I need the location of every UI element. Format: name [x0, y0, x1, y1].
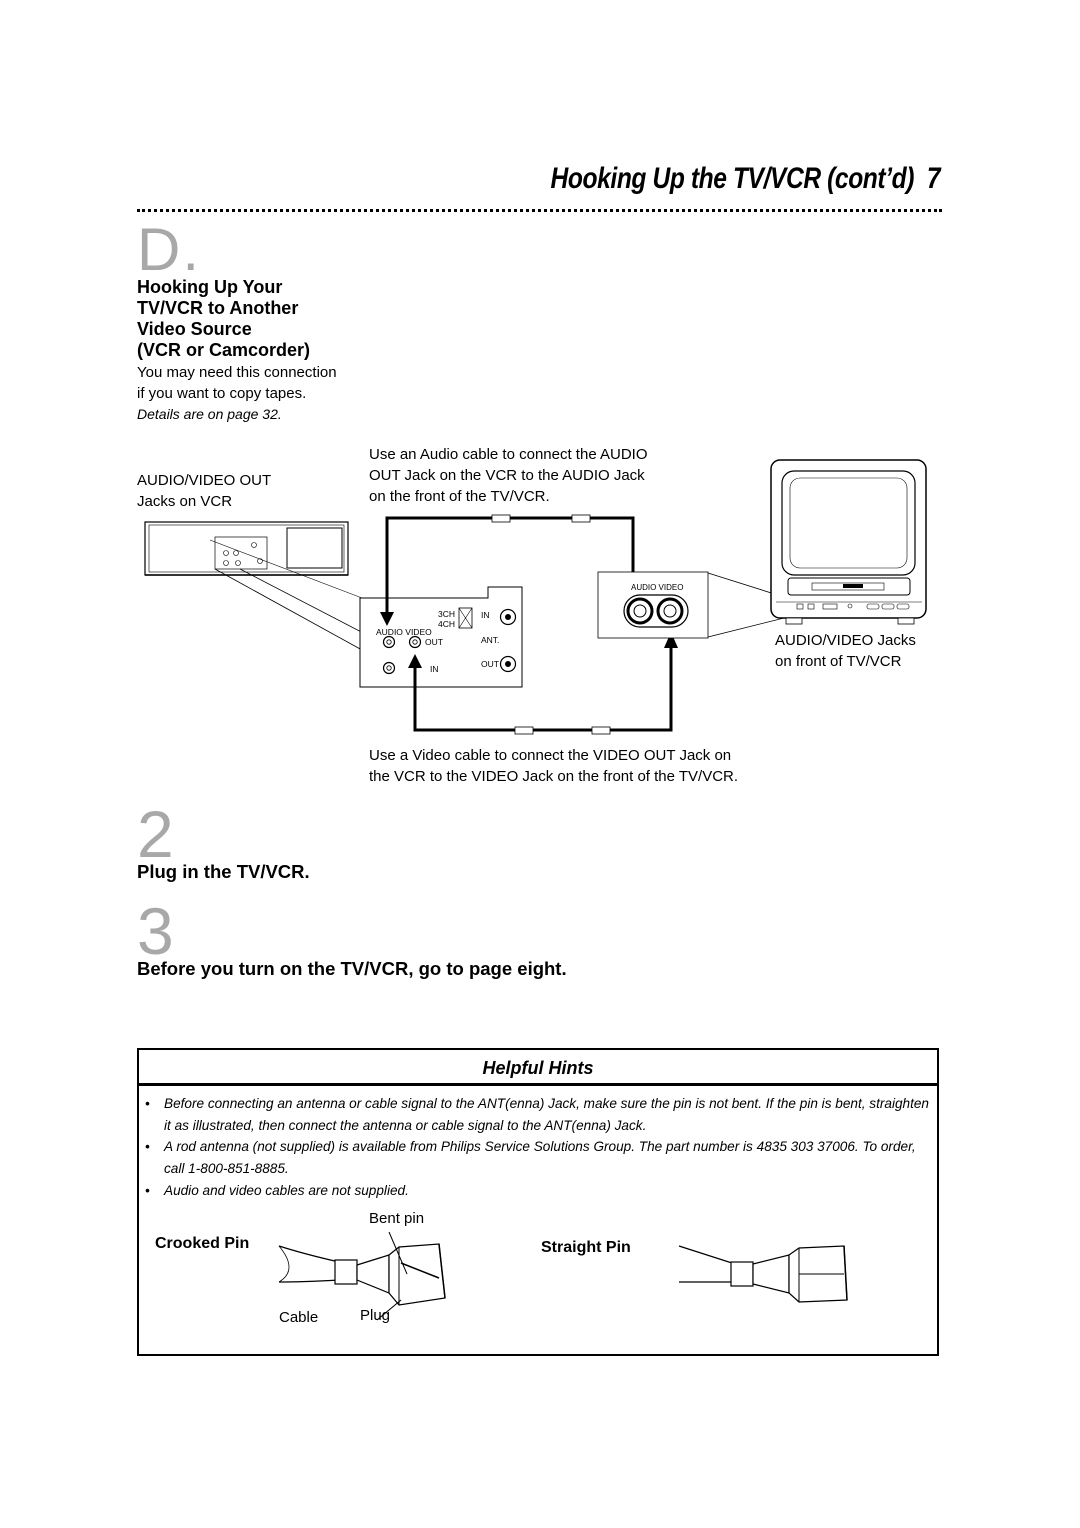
- straight-pin-illustration: [679, 1246, 847, 1302]
- step-text: Before you turn on the TV/VCR, go to page eight.: [137, 958, 567, 979]
- instruction-line: the VCR to the VIDEO Jack on the front of the TV/VCR.: [369, 768, 739, 785]
- tv-label-line: AUDIO/VIDEO Jacks: [775, 632, 916, 649]
- panel-ant-label: ANT.: [481, 635, 500, 645]
- panel-in-bottom-label: IN: [430, 664, 439, 674]
- vcr-rear-panel: [360, 587, 522, 687]
- vcr-label-line: AUDIO/VIDEO OUT: [137, 472, 272, 489]
- panel-in-top-label: IN: [481, 610, 490, 620]
- plug-label: Plug: [360, 1307, 391, 1324]
- hint-text: A rod antenna (not supplied) is available from Philips Service Solutions Group. The part number is 4835 303 37006. To order, call 1-800-851-8885.: [164, 1139, 916, 1176]
- intro-line: if you want to copy tapes.: [137, 385, 307, 402]
- panel-4ch-label: 4CH: [438, 619, 456, 629]
- helpful-hints-box: [137, 1048, 939, 1356]
- heading-line: TV/VCR to Another: [137, 298, 299, 318]
- crooked-pin-illustration: [279, 1232, 445, 1320]
- step-text: Plug in the TV/VCR.: [137, 861, 310, 882]
- page-number: 7: [926, 162, 940, 195]
- section-letter: D.: [137, 216, 201, 283]
- instruction-line: OUT Jack on the VCR to the AUDIO Jack: [369, 467, 645, 484]
- page-title-text: Hooking Up the TV/VCR (cont’d): [550, 162, 914, 195]
- tv-jack-labels: AUDIO VIDEO: [631, 583, 684, 592]
- heading-line: (VCR or Camcorder): [137, 340, 311, 360]
- instruction-line: Use a Video cable to connect the VIDEO OUT Jack on: [369, 747, 732, 764]
- tv-label-line: on front of TV/VCR: [775, 653, 902, 670]
- hint-text: Before connecting an antenna or cable signal to the ANT(enna) Jack, make sure the pin is not bent. If the pin is bent, straighten it as illustrated, then connect the antenna or cable signal to the ANT(enna) Jack.: [164, 1096, 929, 1133]
- hint-text: Audio and video cables are not supplied.: [164, 1183, 409, 1198]
- bent-pin-label: Bent pin: [369, 1210, 425, 1227]
- panel-3ch-label: 3CH: [438, 609, 456, 619]
- panel-out-label: OUT: [425, 637, 443, 647]
- step-number: 2: [137, 797, 174, 871]
- tv-vcr-illustration: [771, 460, 926, 624]
- vcr-label-line: Jacks on VCR: [137, 493, 233, 510]
- instruction-line: on the front of the TV/VCR.: [369, 488, 550, 505]
- intro-line: You may need this connection: [137, 364, 337, 381]
- panel-out-bottom-label: OUT: [481, 659, 499, 669]
- heading-line: Hooking Up Your: [137, 277, 283, 297]
- vcr-illustration: [145, 522, 396, 650]
- panel-audio-video-label: AUDIO VIDEO: [376, 627, 432, 637]
- cable-label: Cable: [279, 1309, 319, 1326]
- heading-line: Video Source: [137, 319, 252, 339]
- straight-pin-label: Straight Pin: [541, 1239, 631, 1256]
- bullet: •: [145, 1183, 150, 1198]
- instruction-line: Use an Audio cable to connect the AUDIO: [369, 446, 648, 463]
- step-number: 3: [137, 894, 174, 968]
- hints-title: Helpful Hints: [139, 1050, 937, 1086]
- details-note: Details are on page 32.: [137, 406, 282, 422]
- bullet: •: [145, 1139, 150, 1154]
- pin-illustrations: [139, 1050, 937, 1354]
- crooked-pin-label: Crooked Pin: [155, 1235, 250, 1252]
- bullet: •: [145, 1096, 150, 1111]
